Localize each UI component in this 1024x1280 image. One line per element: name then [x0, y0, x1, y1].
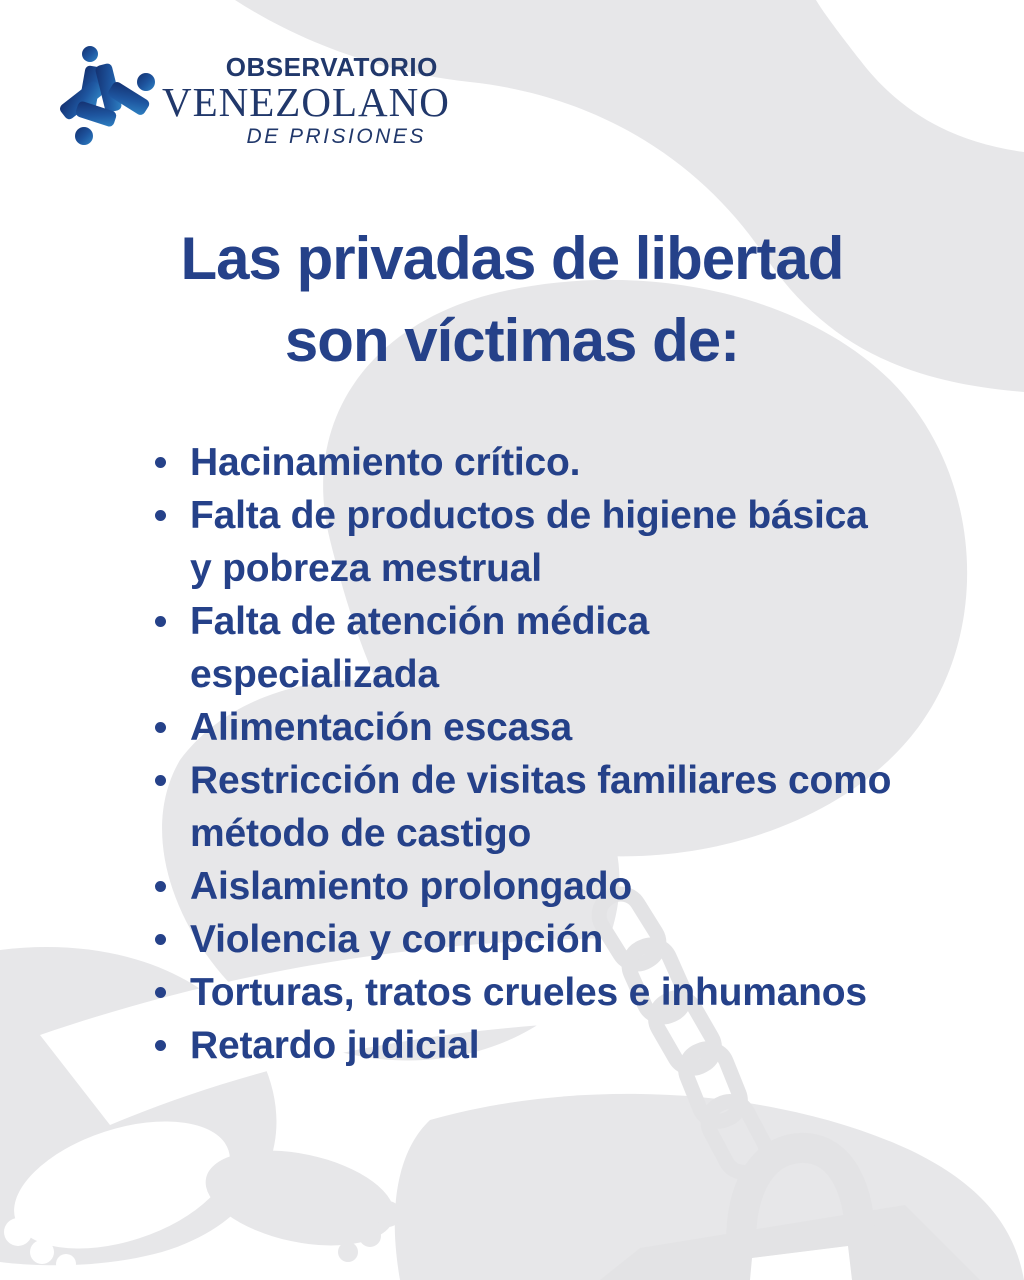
- logo-org-name-sub: DE PRISIONES: [246, 125, 426, 149]
- list-item: [152, 595, 896, 701]
- list-item-text: Falta de atención médica especializada: [190, 600, 650, 696]
- title-line-1: Las privadas de libertad: [180, 225, 844, 292]
- list-item: [152, 1019, 896, 1072]
- bullet-dot-icon: [155, 510, 166, 521]
- victims-list: [152, 436, 896, 1072]
- bullet-dot-icon: [155, 457, 166, 468]
- list-item-text: Hacinamiento crítico.: [190, 441, 581, 484]
- list-item-text: Retardo judicial: [190, 1024, 480, 1067]
- ovp-people-mark-icon: [54, 40, 158, 152]
- list-item: [152, 966, 896, 1019]
- list-item: [152, 913, 896, 966]
- page-title: [0, 218, 1024, 382]
- bullet-dot-icon: [155, 987, 166, 998]
- list-item-text: Alimentación escasa: [190, 706, 573, 749]
- bullet-dot-icon: [155, 616, 166, 627]
- ovp-logo: [54, 40, 450, 152]
- bullet-dot-icon: [155, 722, 166, 733]
- title-line-2: son víctimas de:: [284, 307, 740, 374]
- list-item-text: Torturas, tratos crueles e inhumanos: [190, 971, 867, 1014]
- list-item-text: Falta de productos de higiene básica y pobreza mestrual: [190, 494, 868, 590]
- bullet-dot-icon: [155, 775, 166, 786]
- list-item: [152, 860, 896, 913]
- bullet-dot-icon: [155, 1040, 166, 1051]
- list-item: [152, 436, 896, 489]
- list-item: [152, 489, 896, 595]
- logo-org-name-top: OBSERVATORIO: [225, 52, 438, 82]
- bullet-dot-icon: [155, 934, 166, 945]
- list-item-text: Violencia y corrupción: [190, 918, 604, 961]
- bullet-dot-icon: [155, 881, 166, 892]
- list-item-text: Restricción de visitas familiares como método de castigo: [190, 759, 892, 855]
- list-item: [152, 754, 896, 860]
- list-item: [152, 701, 896, 754]
- list-item-text: Aislamiento prolongado: [190, 865, 632, 908]
- ovp-logo-text: [162, 40, 450, 148]
- logo-org-name-main: VENEZOLANO: [162, 79, 450, 126]
